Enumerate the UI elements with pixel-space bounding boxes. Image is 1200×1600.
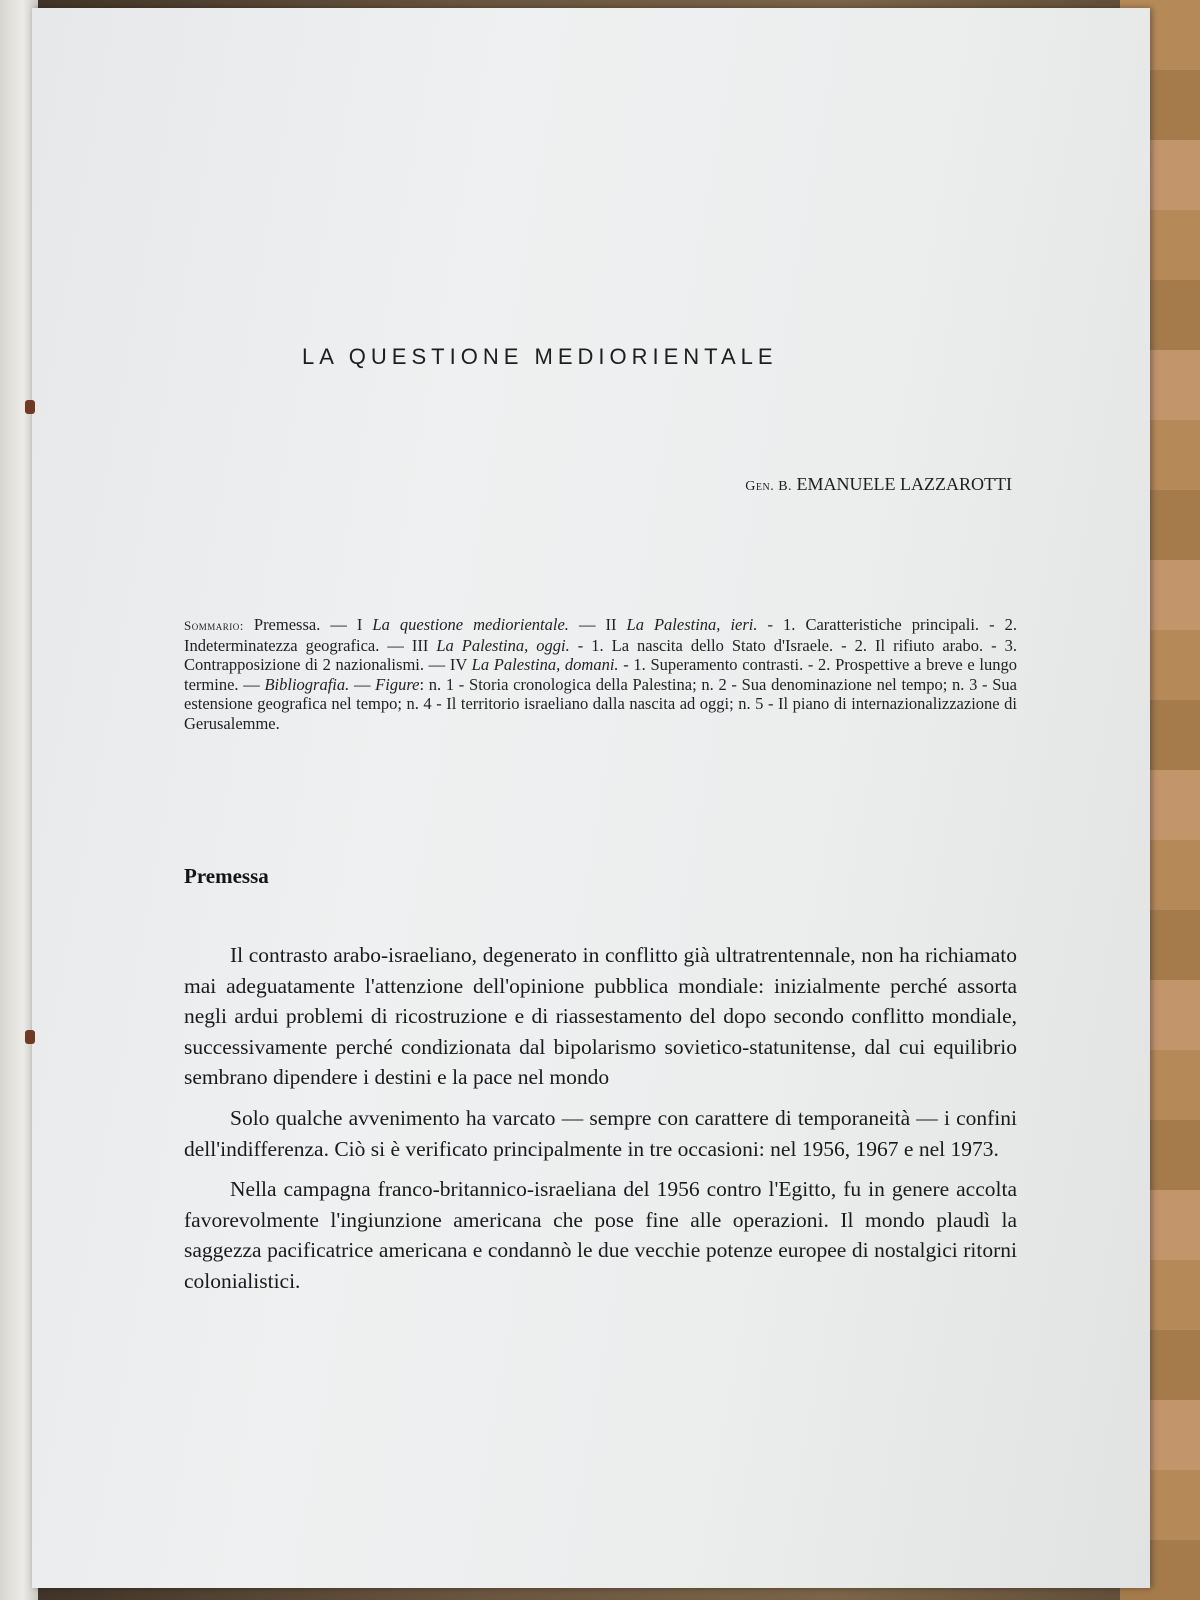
summary-run: : n. 1 - Storia cronologica della Palestina; n. 2 - Sua denominazione nel tempo; n. 3 - Sua estensione geografica nel tempo; n. 4 - Il territorio israeliano dalla nascita ad oggi; n. 5 - Il piano di internazionalizzazione di Gerusalemme. (184, 674, 1017, 733)
summary-label: Sommario: (184, 618, 244, 633)
summary-run: Figure (375, 674, 420, 694)
document-page (32, 8, 1150, 1588)
summary-run: La Palestina, ieri. (626, 615, 758, 634)
summary-block (184, 615, 1017, 733)
paragraph: Il contrasto arabo-israeliano, degenerato in conflitto già ultratrentennale, non ha richiamato mai adeguatamente l'attenzione dell'opinione pubblica mondiale: inizialmente perché assorta negli ardui problemi di ricostruzione e di riassestamento del dopo secondo conflitto mondiale, successivamente perché condizionata dal bipolarismo sovietico-statunitense, dal cui equilibrio sembrano dipendere i destini e la pace nel mondo (184, 943, 1017, 1090)
summary-run: Bibliografia. (264, 674, 350, 694)
author-rank: Gen. B. (745, 479, 793, 494)
author-name: EMANUELE LAZZAROTTI (796, 474, 1012, 494)
summary-text (184, 615, 1017, 733)
summary-run: La Palestina, oggi. (436, 635, 570, 655)
summary-run: — II (568, 615, 627, 634)
author-line (532, 474, 1012, 495)
summary-run: — (349, 674, 376, 694)
summary-run: - 1. Superamento contrasti. - 2. Prospettive a breve e lungo termine. — (184, 655, 1017, 694)
paragraph: Solo qualche avvenimento ha varcato — sempre con carattere di temporaneità — i confini dell'indifferenza. Ciò si è verificato principalmente in tre occasioni: nel 1956, 1967 e nel 1973. (184, 1105, 1017, 1161)
section-heading: Premessa (184, 864, 269, 888)
summary-run: - 1. Caratteristiche principali. - 2. Indeterminatezza geografica. — III (184, 615, 1017, 655)
body-text (184, 940, 1017, 1307)
summary-run: Premessa. — I (243, 615, 373, 634)
staple (25, 1030, 35, 1044)
summary-run: La questione mediorientale. (372, 615, 569, 634)
summary-run: La Palestina, domani. (471, 655, 619, 674)
staple (25, 400, 35, 414)
article-title: LA QUESTIONE MEDIORIENTALE (302, 344, 778, 369)
paragraph: Nella campagna franco-britannico-israeliana del 1956 contro l'Egitto, fu in genere accolta favorevolmente l'ingiunzione americana che pose fine alle operazioni. Il mondo plaudì la saggezza pacificatrice americana e condannò le due vecchie potenze europee di nostalgici ritorni colonialistici. (184, 1177, 1017, 1293)
summary-run: - 1. La nascita dello Stato d'Israele. - 2. Il rifiuto arabo. - 3. Contrapposizione di 2 nazionalismi. — IV (184, 635, 1017, 674)
